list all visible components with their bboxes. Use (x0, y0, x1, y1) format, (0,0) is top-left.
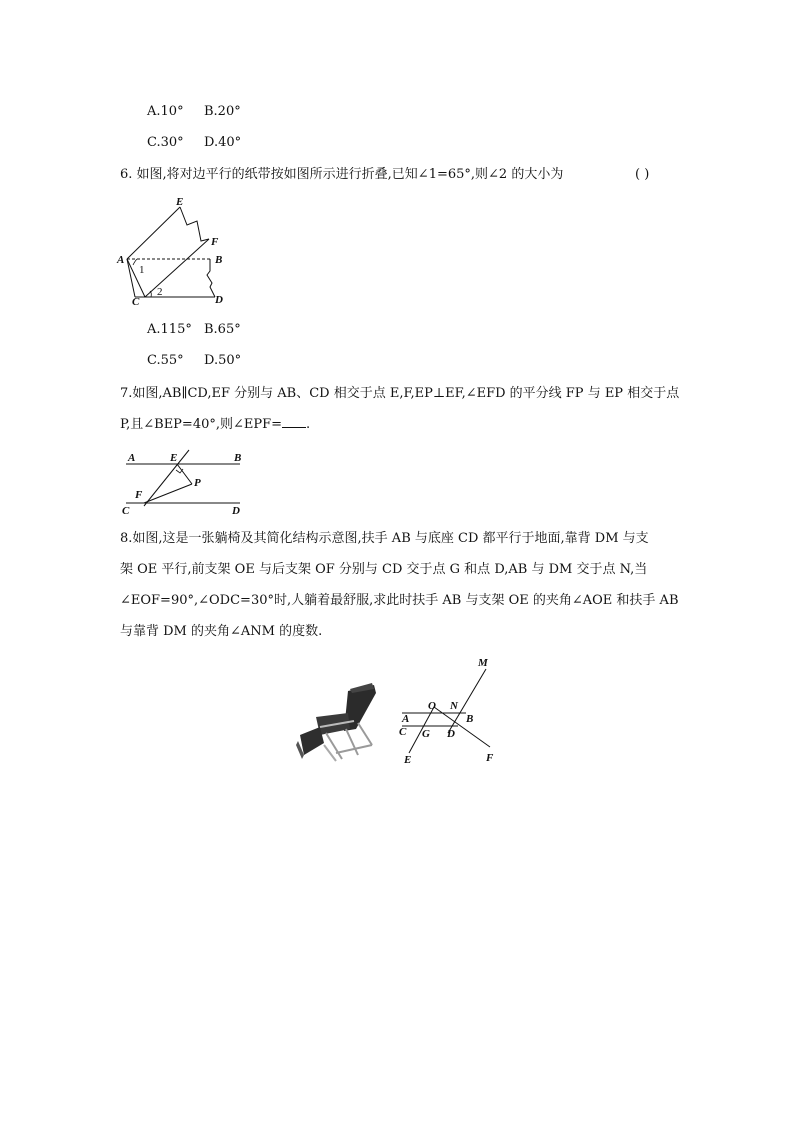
q6-option-c: C.55° (147, 353, 184, 368)
q7-label-c: C (122, 505, 130, 517)
q6-angle-2: 2 (157, 286, 163, 298)
q5-option-a: A.10° (147, 104, 184, 119)
q8-label-n: N (450, 700, 458, 712)
q7-label-p: P (194, 477, 201, 489)
q8-chair-diagram (396, 655, 506, 767)
q7-label-f: F (135, 489, 143, 501)
q8-label-b: B (466, 713, 474, 725)
q7-line-2-text: P,且∠BEP=40°,则∠EPF= (120, 417, 283, 432)
q7-label-e: E (170, 452, 178, 464)
q8-label-f: F (486, 752, 494, 764)
q8-label-g: G (422, 728, 430, 740)
q8-label-c: C (399, 726, 407, 738)
q7-answer-blank[interactable] (282, 415, 306, 428)
q6-label-a: A (117, 254, 125, 266)
q6-angle-1: 1 (139, 264, 145, 276)
q6-label-c: C (132, 296, 140, 308)
q8-line-3: ∠EOF=90°,∠ODC=30°时,人躺着最舒服,求此时扶手 AB 与支架 OE 的夹角∠AOE 和扶手 AB (120, 593, 679, 608)
q5-option-d: D.40° (204, 135, 242, 150)
q5-option-c: C.30° (147, 135, 184, 150)
q8-label-o: O (428, 700, 436, 712)
q6-option-b: B.65° (204, 322, 241, 337)
q7-label-b: B (234, 452, 242, 464)
q8-label-a: A (402, 713, 410, 725)
q7-parallel-lines-figure (122, 448, 252, 516)
q6-option-d: D.50° (204, 353, 242, 368)
lounge-chair-image (296, 683, 382, 763)
q6-label-b: B (215, 254, 223, 266)
q6-fold-figure (115, 195, 235, 307)
q7-line-2 (120, 415, 310, 434)
q5-option-b: B.20° (204, 104, 241, 119)
q8-label-d: D (447, 728, 455, 740)
q8-line-1: 8.如图,这是一张躺椅及其简化结构示意图,扶手 AB 与底座 CD 都平行于地面,靠背 DM 与支 (120, 531, 649, 546)
q8-line-4: 与靠背 DM 的夹角∠ANM 的度数. (120, 624, 323, 639)
q8-label-e: E (404, 754, 412, 766)
q6-label-e: E (176, 196, 184, 208)
q6-option-a: A.115° (147, 322, 192, 337)
q7-line-2-end: . (306, 417, 311, 432)
q6-stem: 6. 如图,将对边平行的纸带按如图所示进行折叠,已知∠1=65°,则∠2 的大小为 (120, 167, 564, 182)
q6-answer-paren: ( ) (635, 167, 650, 182)
q8-label-m: M (478, 657, 488, 669)
q7-line-1: 7.如图,AB∥CD,EF 分别与 AB、CD 相交于点 E,F,EP⊥EF,∠EFD 的平分线 FP 与 EP 相交于点 (120, 386, 680, 401)
q8-line-2: 架 OE 平行,前支架 OE 与后支架 OF 分别与 CD 交于点 G 和点 D,AB 与 DM 交于点 N,当 (120, 562, 648, 577)
q6-label-d: D (215, 294, 223, 306)
q6-label-f: F (211, 236, 219, 248)
q7-label-d: D (232, 505, 240, 517)
q7-label-a: A (128, 452, 136, 464)
